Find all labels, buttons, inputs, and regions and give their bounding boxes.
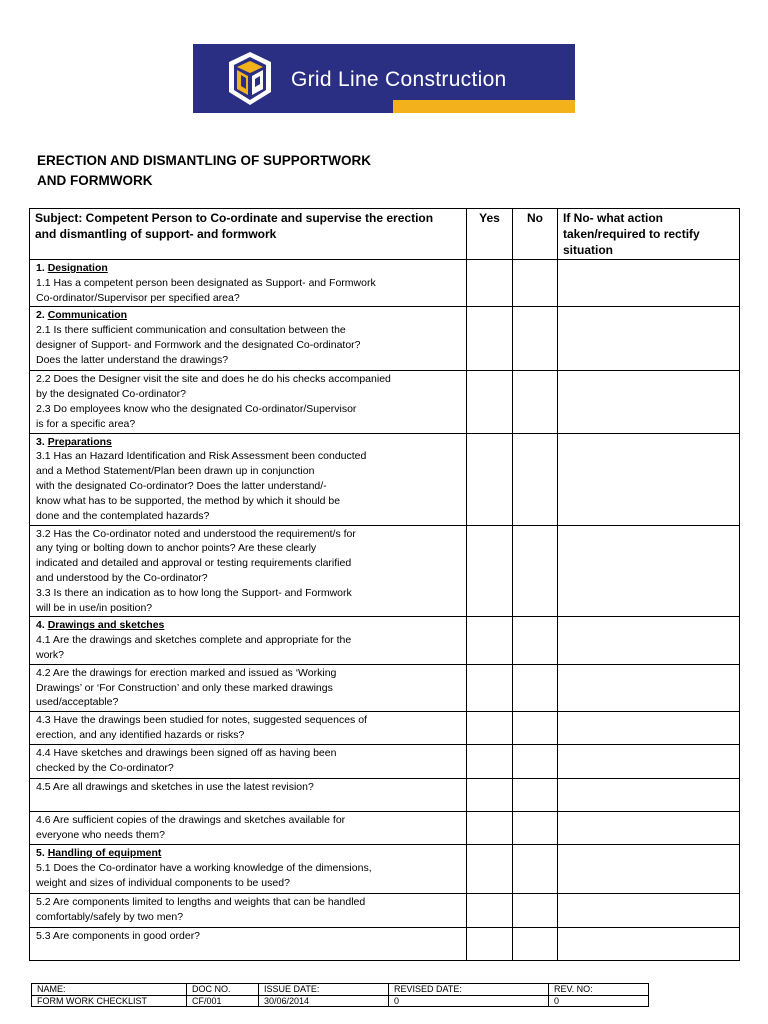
checklist-row	[30, 307, 740, 371]
no-checkbox-cell[interactable]	[513, 617, 558, 664]
action-notes-cell[interactable]	[558, 260, 740, 307]
no-checkbox-cell[interactable]	[513, 371, 558, 433]
question-text: and understood by the Co-ordinator?	[36, 571, 208, 584]
question-text: 5.1 Does the Co-ordinator have a working knowledge of the dimensions,	[36, 861, 372, 874]
action-notes-cell[interactable]	[558, 617, 740, 664]
no-checkbox-cell[interactable]	[513, 812, 558, 845]
footer-label-row	[32, 984, 649, 996]
yes-checkbox-cell[interactable]	[467, 307, 513, 371]
question-text: Drawings’ or ‘For Construction’ and only these marked drawings	[36, 681, 333, 694]
question-text: erection, and any identified hazards or risks?	[36, 728, 245, 741]
checklist-row	[30, 812, 740, 845]
question-cell	[30, 307, 467, 371]
question-text: is for a specific area?	[36, 417, 136, 430]
section-heading	[36, 435, 460, 450]
section-heading	[36, 261, 460, 276]
yes-checkbox-cell[interactable]	[467, 712, 513, 745]
question-text: 2.3 Do employees know who the designated Co-ordinator/Supervisor	[36, 402, 357, 415]
yes-checkbox-cell[interactable]	[467, 260, 513, 307]
question-text: Does the latter understand the drawings?	[36, 353, 229, 366]
checklist-row	[30, 928, 740, 961]
checklist-row	[30, 371, 740, 433]
checklist-row	[30, 745, 740, 779]
question-text: work?	[36, 648, 65, 661]
question-cell	[30, 745, 467, 779]
question-text: 4.5 Are all drawings and sketches in use the latest revision?	[36, 781, 314, 794]
action-notes-cell[interactable]	[558, 845, 740, 894]
action-notes-cell[interactable]	[558, 745, 740, 779]
question-text: 4.6 Are sufficient copies of the drawings and sketches available for	[36, 814, 346, 827]
question-cell	[30, 779, 467, 812]
no-checkbox-cell[interactable]	[513, 260, 558, 307]
question-text: will be in use/in position?	[36, 601, 153, 614]
no-checkbox-cell[interactable]	[513, 745, 558, 779]
question-text: 4.4 Have sketches and drawings been signed off as having been	[36, 747, 337, 760]
no-checkbox-cell[interactable]	[513, 664, 558, 711]
question-text: checked by the Co-ordinator?	[36, 761, 174, 774]
gridline-logo-icon	[227, 51, 273, 107]
doc-no-value: CF/001	[187, 995, 259, 1007]
question-text: 4.3 Have the drawings been studied for notes, suggested sequences of	[36, 714, 367, 727]
question-text: used/acceptable?	[36, 696, 119, 709]
section-heading	[36, 846, 460, 861]
no-checkbox-cell[interactable]	[513, 894, 558, 928]
section-number: 3.	[36, 435, 45, 448]
no-checkbox-cell[interactable]	[513, 779, 558, 812]
question-text: 3.2 Has the Co-ordinator noted and understood the requirement/s for	[36, 527, 356, 540]
action-column-header	[558, 209, 740, 260]
issue-date-label: ISSUE DATE:	[259, 984, 389, 996]
question-text: designer of Support- and Formwork and the designated Co-ordinator?	[36, 338, 361, 351]
checklist-table	[29, 208, 740, 961]
yes-checkbox-cell[interactable]	[467, 779, 513, 812]
document-title	[37, 151, 457, 191]
action-header-line: If No- what action	[563, 211, 663, 225]
footer-value-row	[32, 995, 649, 1007]
section-title: Preparations	[47, 435, 112, 448]
doc-no-label: DOC NO.	[187, 984, 259, 996]
question-text: by the designated Co-ordinator?	[36, 388, 187, 401]
yes-checkbox-cell[interactable]	[467, 894, 513, 928]
revised-date-label: REVISED DATE:	[389, 984, 549, 996]
yes-checkbox-cell[interactable]	[467, 845, 513, 894]
action-notes-cell[interactable]	[558, 525, 740, 617]
section-number: 2.	[36, 309, 45, 322]
question-cell	[30, 845, 467, 894]
question-text: 3.3 Is there an indication as to how long the Support- and Formwork	[36, 586, 352, 599]
action-header-line: taken/required to rectify	[563, 227, 700, 241]
question-text: comfortably/safely by two men?	[36, 910, 184, 923]
rev-no-label: REV. NO:	[549, 984, 649, 996]
section-heading	[36, 618, 460, 633]
question-cell	[30, 433, 467, 525]
checklist-header-row	[30, 209, 740, 260]
document-title-line-2: AND FORMWORK	[37, 173, 153, 188]
document-title-line-1: ERECTION AND DISMANTLING OF SUPPORTWORK	[37, 153, 371, 168]
no-checkbox-cell[interactable]	[513, 307, 558, 371]
yes-checkbox-cell[interactable]	[467, 812, 513, 845]
question-text: 5.2 Are components limited to lengths and weights that can be handled	[36, 896, 366, 909]
no-checkbox-cell[interactable]	[513, 845, 558, 894]
yes-checkbox-cell[interactable]	[467, 928, 513, 961]
action-notes-cell[interactable]	[558, 779, 740, 812]
question-text: know what has to be supported, the method by which it should be	[36, 494, 341, 507]
question-text: any tying or bolting down to anchor points? Are these clearly	[36, 542, 317, 555]
no-checkbox-cell[interactable]	[513, 928, 558, 961]
checklist-row	[30, 525, 740, 617]
question-cell	[30, 260, 467, 307]
checklist-row	[30, 617, 740, 664]
name-value: FORM WORK CHECKLIST	[32, 995, 187, 1007]
company-name: Grid Line Construction	[291, 68, 507, 91]
question-cell	[30, 664, 467, 711]
section-number: 4.	[36, 619, 45, 632]
checklist-row	[30, 894, 740, 928]
issue-date-value: 30/06/2014	[259, 995, 389, 1007]
subject-line: and dismantling of support- and formwork	[35, 227, 277, 241]
question-text: 5.3 Are components in good order?	[36, 930, 201, 943]
yes-column-header: Yes	[467, 209, 513, 260]
name-label: NAME:	[32, 984, 187, 996]
checklist-row	[30, 433, 740, 525]
question-cell	[30, 928, 467, 961]
checklist-row	[30, 712, 740, 745]
yes-checkbox-cell[interactable]	[467, 617, 513, 664]
question-text: 4.2 Are the drawings for erection marked and issued as ‘Working	[36, 666, 337, 679]
action-notes-cell[interactable]	[558, 894, 740, 928]
action-notes-cell[interactable]	[558, 371, 740, 433]
checklist-body	[30, 260, 740, 961]
question-cell	[30, 525, 467, 617]
no-checkbox-cell[interactable]	[513, 712, 558, 745]
question-cell	[30, 894, 467, 928]
checklist-row	[30, 260, 740, 307]
yes-checkbox-cell[interactable]	[467, 371, 513, 433]
no-checkbox-cell[interactable]	[513, 525, 558, 617]
question-text: done and the contemplated hazards?	[36, 509, 210, 522]
question-cell	[30, 812, 467, 845]
action-notes-cell[interactable]	[558, 712, 740, 745]
checklist-row	[30, 845, 740, 894]
subject-line: Subject: Competent Person to Co-ordinate and supervise the erection	[35, 211, 434, 225]
rev-no-value: 0	[549, 995, 649, 1007]
question-text: 2.2 Does the Designer visit the site and does he do his checks accompanied	[36, 373, 391, 386]
no-checkbox-cell[interactable]	[513, 433, 558, 525]
question-text: everyone who needs them?	[36, 828, 165, 841]
action-notes-cell[interactable]	[558, 664, 740, 711]
company-banner	[193, 44, 575, 113]
action-notes-cell[interactable]	[558, 928, 740, 961]
subject-header	[30, 209, 467, 260]
checklist-row	[30, 664, 740, 711]
action-header-line: situation	[563, 243, 613, 257]
yes-checkbox-cell[interactable]	[467, 745, 513, 779]
question-text: with the designated Co-ordinator? Does the latter understand/-	[36, 479, 327, 492]
action-notes-cell[interactable]	[558, 433, 740, 525]
question-cell	[30, 712, 467, 745]
question-text: 3.1 Has an Hazard Identification and Risk Assessment been conducted	[36, 450, 367, 463]
revised-date-value: 0	[389, 995, 549, 1007]
question-text: weight and sizes of individual components to be used?	[36, 876, 290, 889]
question-cell	[30, 617, 467, 664]
section-title: Drawings and sketches	[47, 619, 165, 632]
no-column-header: No	[513, 209, 558, 260]
section-title: Handling of equipment	[47, 847, 162, 860]
question-text: indicated and detailed and approval or testing requirements clarified	[36, 557, 352, 570]
question-text: 1.1 Has a competent person been designated as Support- and Formwork	[36, 276, 376, 289]
section-title: Designation	[47, 262, 108, 274]
document-control-footer	[31, 983, 649, 1007]
section-number: 1.	[36, 262, 45, 274]
action-notes-cell[interactable]	[558, 307, 740, 371]
question-text: and a Method Statement/Plan been drawn up in conjunction	[36, 465, 315, 478]
section-title: Communication	[47, 309, 128, 322]
yes-checkbox-cell[interactable]	[467, 664, 513, 711]
question-text: 4.1 Are the drawings and sketches complete and appropriate for the	[36, 634, 352, 647]
action-notes-cell[interactable]	[558, 812, 740, 845]
question-text: 2.1 Is there sufficient communication and consultation between the	[36, 324, 346, 337]
section-heading	[36, 308, 460, 323]
question-text: Co-ordinator/Supervisor per specified area?	[36, 291, 240, 304]
checklist-row	[30, 779, 740, 812]
banner-stripe-mask	[193, 100, 393, 113]
yes-checkbox-cell[interactable]	[467, 433, 513, 525]
section-number: 5.	[36, 847, 45, 860]
question-cell	[30, 371, 467, 433]
yes-checkbox-cell[interactable]	[467, 525, 513, 617]
